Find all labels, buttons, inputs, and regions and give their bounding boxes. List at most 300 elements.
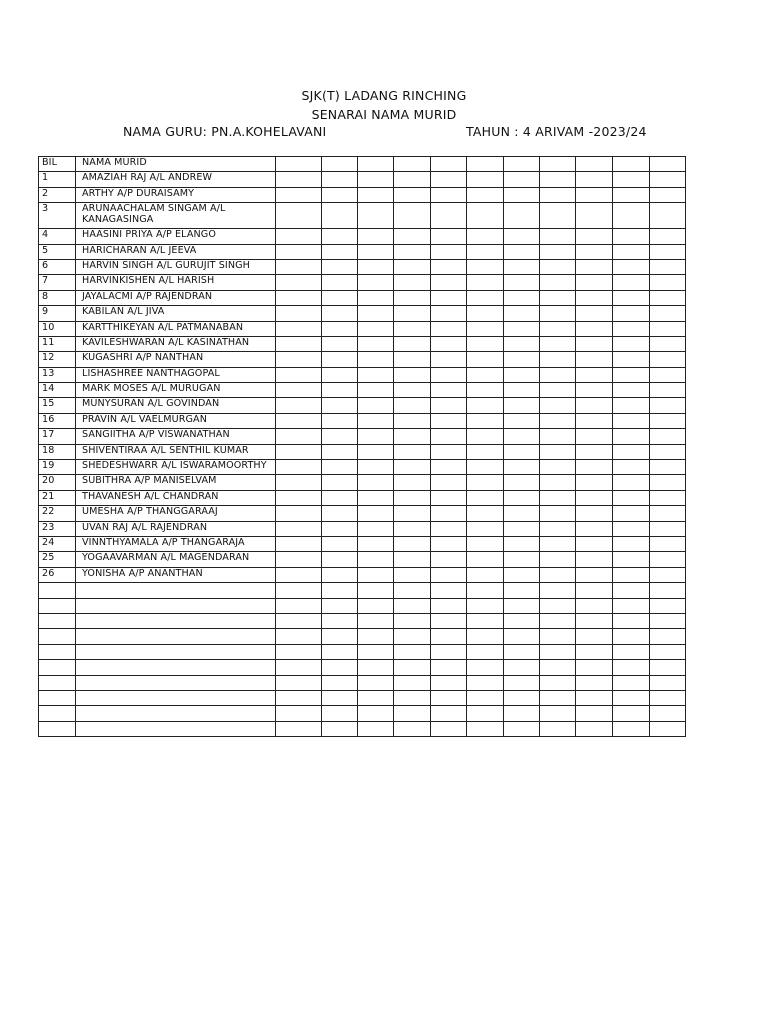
attendance-cell: [322, 598, 358, 613]
attendance-cell: [276, 675, 322, 690]
attendance-cell: [431, 690, 467, 705]
attendance-cell: [613, 475, 650, 490]
attendance-cell: [650, 444, 686, 459]
attendance-cell: [431, 460, 467, 475]
attendance-cell: [576, 644, 613, 659]
attendance-cell: [613, 706, 650, 721]
attendance-cell: [540, 352, 576, 367]
attendance-cell: [431, 567, 467, 582]
student-number: 11: [39, 336, 76, 351]
attendance-cell: [504, 583, 540, 598]
attendance-cell: [613, 613, 650, 628]
attendance-cell: [576, 429, 613, 444]
attendance-cell: [394, 321, 431, 336]
attendance-cell: [322, 352, 358, 367]
student-name: JAYALACMI A/P RAJENDRAN: [76, 290, 276, 305]
student-name: [76, 598, 276, 613]
attendance-cell: [431, 721, 467, 736]
attendance-cell: [431, 660, 467, 675]
attendance-cell: [358, 598, 394, 613]
attendance-cell: [467, 613, 504, 628]
attendance-cell: [613, 660, 650, 675]
attendance-cell: [540, 536, 576, 551]
empty-row: [39, 721, 686, 736]
attendance-cell: [613, 460, 650, 475]
student-name: ARTHY A/P DURAISAMY: [76, 187, 276, 202]
attendance-cell: [650, 290, 686, 305]
attendance-cell: [431, 552, 467, 567]
attendance-cell: [431, 259, 467, 274]
attendance-cell: [467, 321, 504, 336]
attendance-cell: [504, 187, 540, 202]
attendance-cell: [431, 613, 467, 628]
student-number: 25: [39, 552, 76, 567]
student-name: HARVINKISHEN A/L HARISH: [76, 275, 276, 290]
attendance-cell: [650, 321, 686, 336]
student-number: [39, 706, 76, 721]
attendance-cell: [467, 475, 504, 490]
attendance-cell: [431, 229, 467, 244]
student-name: KARTTHIKEYAN A/L PATMANABAN: [76, 321, 276, 336]
attendance-cell: [504, 244, 540, 259]
attendance-cell: [650, 244, 686, 259]
attendance-cell: [540, 644, 576, 659]
student-number: 13: [39, 367, 76, 382]
student-number: 16: [39, 413, 76, 428]
table-row: [39, 172, 686, 187]
attendance-cell: [276, 352, 322, 367]
attendance-cell: [540, 172, 576, 187]
attendance-cell: [322, 552, 358, 567]
attendance-cell: [358, 475, 394, 490]
attendance-cell: [650, 629, 686, 644]
attendance-cell: [650, 506, 686, 521]
attendance-cell: [540, 567, 576, 582]
attendance-cell: [276, 306, 322, 321]
attendance-cell: [650, 460, 686, 475]
table-row: [39, 203, 686, 229]
attendance-cell: [467, 398, 504, 413]
attendance-cell: [467, 506, 504, 521]
attendance-cell: [467, 629, 504, 644]
attendance-cell: [467, 536, 504, 551]
attendance-cell: [650, 203, 686, 229]
attendance-cell: [322, 157, 358, 172]
student-name: AMAZIAH RAJ A/L ANDREW: [76, 172, 276, 187]
attendance-cell: [576, 352, 613, 367]
student-name: [76, 583, 276, 598]
attendance-cell: [504, 172, 540, 187]
attendance-cell: [322, 675, 358, 690]
attendance-cell: [394, 398, 431, 413]
attendance-cell: [504, 536, 540, 551]
attendance-cell: [431, 706, 467, 721]
table-row: [39, 290, 686, 305]
attendance-cell: [358, 460, 394, 475]
attendance-cell: [394, 490, 431, 505]
attendance-cell: [613, 244, 650, 259]
attendance-cell: [322, 706, 358, 721]
attendance-cell: [467, 675, 504, 690]
attendance-cell: [467, 660, 504, 675]
attendance-cell: [540, 203, 576, 229]
attendance-cell: [576, 398, 613, 413]
attendance-cell: [576, 336, 613, 351]
attendance-cell: [431, 172, 467, 187]
student-number: 6: [39, 259, 76, 274]
attendance-cell: [576, 275, 613, 290]
attendance-cell: [394, 506, 431, 521]
attendance-cell: [540, 429, 576, 444]
attendance-cell: [467, 290, 504, 305]
attendance-cell: [394, 244, 431, 259]
student-number: 21: [39, 490, 76, 505]
attendance-cell: [576, 506, 613, 521]
attendance-cell: [650, 660, 686, 675]
attendance-cell: [504, 690, 540, 705]
attendance-cell: [431, 157, 467, 172]
attendance-cell: [358, 506, 394, 521]
attendance-cell: [540, 157, 576, 172]
student-number: 9: [39, 306, 76, 321]
attendance-cell: [431, 444, 467, 459]
empty-row: [39, 644, 686, 659]
attendance-cell: [276, 629, 322, 644]
student-name: [76, 613, 276, 628]
student-name: SHEDESHWARR A/L ISWARAMOORTHY: [76, 460, 276, 475]
student-number: 17: [39, 429, 76, 444]
attendance-cell: [613, 429, 650, 444]
table-row: [39, 187, 686, 202]
attendance-cell: [358, 613, 394, 628]
table-row: [39, 244, 686, 259]
attendance-cell: [650, 490, 686, 505]
student-number: 1: [39, 172, 76, 187]
attendance-cell: [576, 475, 613, 490]
attendance-cell: [504, 444, 540, 459]
student-number: [39, 675, 76, 690]
attendance-cell: [276, 336, 322, 351]
attendance-cell: [467, 583, 504, 598]
attendance-cell: [613, 275, 650, 290]
attendance-cell: [467, 172, 504, 187]
attendance-cell: [650, 475, 686, 490]
empty-row: [39, 706, 686, 721]
attendance-cell: [322, 187, 358, 202]
attendance-cell: [276, 567, 322, 582]
student-name: [76, 629, 276, 644]
attendance-cell: [504, 321, 540, 336]
attendance-cell: [358, 490, 394, 505]
name-header: NAMA MURID: [76, 157, 276, 172]
attendance-cell: [322, 613, 358, 628]
attendance-cell: [276, 187, 322, 202]
attendance-cell: [467, 552, 504, 567]
attendance-cell: [322, 172, 358, 187]
attendance-cell: [613, 552, 650, 567]
attendance-cell: [540, 552, 576, 567]
student-name: [76, 644, 276, 659]
attendance-cell: [322, 413, 358, 428]
attendance-cell: [322, 460, 358, 475]
attendance-cell: [467, 367, 504, 382]
attendance-cell: [576, 706, 613, 721]
table-row: [39, 552, 686, 567]
header-row: [39, 157, 686, 172]
attendance-cell: [613, 172, 650, 187]
attendance-cell: [394, 259, 431, 274]
attendance-cell: [394, 383, 431, 398]
attendance-cell: [276, 367, 322, 382]
attendance-cell: [650, 336, 686, 351]
attendance-cell: [358, 398, 394, 413]
attendance-cell: [358, 244, 394, 259]
student-name: ARUNAACHALAM SINGAM A/L KANAGASINGA: [76, 203, 276, 229]
attendance-cell: [650, 583, 686, 598]
attendance-cell: [650, 552, 686, 567]
attendance-cell: [650, 413, 686, 428]
attendance-cell: [613, 521, 650, 536]
student-name: [76, 675, 276, 690]
attendance-cell: [467, 336, 504, 351]
attendance-cell: [394, 336, 431, 351]
attendance-cell: [540, 613, 576, 628]
attendance-cell: [504, 613, 540, 628]
attendance-cell: [276, 244, 322, 259]
attendance-cell: [576, 259, 613, 274]
attendance-cell: [540, 444, 576, 459]
attendance-cell: [576, 187, 613, 202]
attendance-cell: [394, 598, 431, 613]
attendance-cell: [504, 675, 540, 690]
attendance-cell: [358, 306, 394, 321]
attendance-cell: [504, 706, 540, 721]
attendance-cell: [322, 644, 358, 659]
attendance-cell: [358, 429, 394, 444]
attendance-cell: [467, 521, 504, 536]
attendance-cell: [650, 521, 686, 536]
attendance-cell: [576, 613, 613, 628]
table-row: [39, 506, 686, 521]
bil-header: BIL: [39, 157, 76, 172]
attendance-cell: [540, 690, 576, 705]
attendance-cell: [540, 413, 576, 428]
attendance-cell: [504, 629, 540, 644]
student-number: 5: [39, 244, 76, 259]
attendance-cell: [467, 460, 504, 475]
attendance-cell: [650, 706, 686, 721]
attendance-cell: [540, 460, 576, 475]
attendance-cell: [576, 521, 613, 536]
attendance-cell: [613, 644, 650, 659]
attendance-cell: [540, 275, 576, 290]
empty-row: [39, 598, 686, 613]
attendance-cell: [358, 583, 394, 598]
attendance-cell: [504, 336, 540, 351]
attendance-cell: [431, 383, 467, 398]
student-name: [76, 690, 276, 705]
student-number: [39, 644, 76, 659]
attendance-cell: [504, 367, 540, 382]
attendance-cell: [576, 203, 613, 229]
attendance-cell: [576, 383, 613, 398]
attendance-cell: [576, 552, 613, 567]
attendance-cell: [576, 321, 613, 336]
attendance-cell: [322, 203, 358, 229]
student-number: 15: [39, 398, 76, 413]
attendance-cell: [322, 660, 358, 675]
attendance-cell: [467, 259, 504, 274]
attendance-cell: [576, 157, 613, 172]
table-row: [39, 429, 686, 444]
attendance-cell: [467, 598, 504, 613]
attendance-cell: [504, 259, 540, 274]
attendance-cell: [504, 506, 540, 521]
attendance-cell: [431, 413, 467, 428]
attendance-cell: [358, 444, 394, 459]
attendance-cell: [504, 429, 540, 444]
attendance-cell: [576, 583, 613, 598]
attendance-cell: [322, 259, 358, 274]
attendance-cell: [576, 721, 613, 736]
attendance-cell: [276, 536, 322, 551]
attendance-cell: [322, 521, 358, 536]
attendance-cell: [322, 536, 358, 551]
attendance-cell: [576, 444, 613, 459]
attendance-cell: [504, 306, 540, 321]
table-row: [39, 567, 686, 582]
attendance-cell: [540, 336, 576, 351]
attendance-cell: [276, 259, 322, 274]
empty-row: [39, 675, 686, 690]
attendance-cell: [650, 383, 686, 398]
attendance-cell: [613, 336, 650, 351]
attendance-cell: [467, 244, 504, 259]
attendance-cell: [322, 444, 358, 459]
table-row: [39, 321, 686, 336]
attendance-cell: [540, 475, 576, 490]
attendance-cell: [322, 629, 358, 644]
attendance-cell: [431, 306, 467, 321]
attendance-cell: [613, 229, 650, 244]
attendance-cell: [576, 460, 613, 475]
attendance-cell: [322, 275, 358, 290]
empty-row: [39, 690, 686, 705]
student-name: [76, 721, 276, 736]
school-name: SJK(T) LADANG RINCHING: [301, 88, 467, 103]
student-register-table: [38, 156, 686, 737]
attendance-cell: [358, 644, 394, 659]
attendance-cell: [358, 552, 394, 567]
student-number: 24: [39, 536, 76, 551]
attendance-cell: [467, 352, 504, 367]
attendance-cell: [358, 229, 394, 244]
table-row: [39, 306, 686, 321]
attendance-cell: [394, 172, 431, 187]
attendance-cell: [650, 567, 686, 582]
attendance-cell: [504, 275, 540, 290]
attendance-cell: [276, 413, 322, 428]
attendance-cell: [650, 675, 686, 690]
student-name: SANGIITHA A/P VISWANATHAN: [76, 429, 276, 444]
attendance-cell: [322, 306, 358, 321]
attendance-cell: [431, 536, 467, 551]
attendance-cell: [650, 367, 686, 382]
attendance-cell: [613, 306, 650, 321]
attendance-cell: [504, 290, 540, 305]
attendance-cell: [358, 275, 394, 290]
attendance-cell: [576, 690, 613, 705]
attendance-cell: [394, 552, 431, 567]
attendance-cell: [613, 398, 650, 413]
student-number: 4: [39, 229, 76, 244]
attendance-cell: [431, 583, 467, 598]
attendance-cell: [276, 721, 322, 736]
attendance-cell: [650, 229, 686, 244]
student-name: HARVIN SINGH A/L GURUJIT SINGH: [76, 259, 276, 274]
attendance-cell: [467, 306, 504, 321]
attendance-cell: [613, 383, 650, 398]
attendance-cell: [431, 429, 467, 444]
list-title: SENARAI NAMA MURID: [311, 107, 457, 122]
student-number: [39, 583, 76, 598]
attendance-cell: [576, 598, 613, 613]
attendance-cell: [504, 475, 540, 490]
attendance-cell: [613, 490, 650, 505]
student-number: 12: [39, 352, 76, 367]
table-row: [39, 367, 686, 382]
attendance-cell: [431, 398, 467, 413]
attendance-cell: [504, 721, 540, 736]
student-number: 19: [39, 460, 76, 475]
attendance-cell: [467, 644, 504, 659]
attendance-cell: [504, 552, 540, 567]
attendance-cell: [540, 259, 576, 274]
attendance-cell: [394, 275, 431, 290]
student-name: [76, 660, 276, 675]
attendance-cell: [504, 460, 540, 475]
table-row: [39, 398, 686, 413]
student-number: 10: [39, 321, 76, 336]
attendance-cell: [650, 721, 686, 736]
attendance-cell: [504, 660, 540, 675]
student-number: 2: [39, 187, 76, 202]
attendance-cell: [322, 229, 358, 244]
attendance-cell: [394, 429, 431, 444]
attendance-cell: [540, 187, 576, 202]
attendance-cell: [358, 629, 394, 644]
attendance-cell: [504, 644, 540, 659]
table-row: [39, 475, 686, 490]
attendance-cell: [431, 352, 467, 367]
empty-row: [39, 613, 686, 628]
attendance-cell: [394, 229, 431, 244]
attendance-cell: [358, 290, 394, 305]
attendance-cell: [276, 321, 322, 336]
attendance-cell: [650, 259, 686, 274]
attendance-cell: [322, 367, 358, 382]
attendance-cell: [613, 536, 650, 551]
attendance-cell: [358, 521, 394, 536]
attendance-cell: [540, 583, 576, 598]
table-row: [39, 460, 686, 475]
student-number: 14: [39, 383, 76, 398]
attendance-cell: [276, 644, 322, 659]
attendance-cell: [650, 613, 686, 628]
attendance-cell: [276, 598, 322, 613]
student-number: [39, 721, 76, 736]
attendance-cell: [467, 690, 504, 705]
